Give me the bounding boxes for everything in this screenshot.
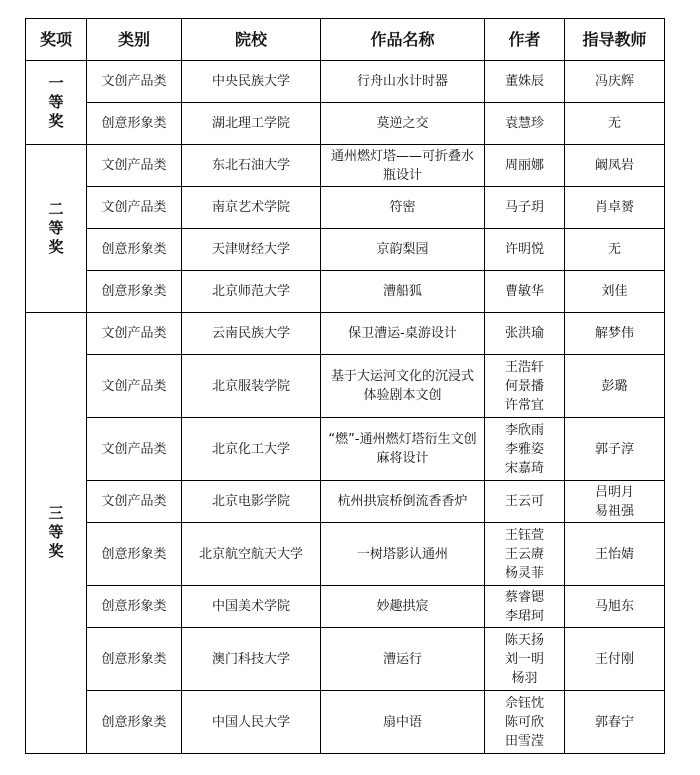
advisor-cell: 阚凤岩 xyxy=(565,145,665,187)
category-cell: 文创产品类 xyxy=(87,418,182,481)
category-cell: 创意形象类 xyxy=(87,628,182,691)
header-author: 作者 xyxy=(485,19,565,61)
category-cell: 文创产品类 xyxy=(87,61,182,103)
work-title-cell: 符密 xyxy=(321,187,485,229)
advisor-cell: 郭春宁 xyxy=(565,691,665,754)
prize-label: 一 等 奖 xyxy=(48,73,64,130)
work-title-cell: 杭州拱宸桥倒流香香炉 xyxy=(321,481,485,523)
school-cell: 中国美术学院 xyxy=(182,586,321,628)
table-row xyxy=(26,145,665,187)
category-cell: 创意形象类 xyxy=(87,586,182,628)
author-cell: 王云可 xyxy=(485,481,565,523)
work-title-cell: 通州燃灯塔——可折叠水瓶设计 xyxy=(321,145,485,187)
school-cell: 北京化工大学 xyxy=(182,418,321,481)
header-school: 院校 xyxy=(182,19,321,61)
awards-table xyxy=(25,18,665,754)
category-cell: 创意形象类 xyxy=(87,103,182,145)
header-prize: 奖项 xyxy=(26,19,87,61)
author-cell: 许明悦 xyxy=(485,229,565,271)
work-title-cell: 基于大运河文化的沉浸式体验剧本文创 xyxy=(321,355,485,418)
author-cell: 李欣雨 李雅姿 宋嘉琦 xyxy=(485,418,565,481)
author-cell: 袁慧珍 xyxy=(485,103,565,145)
work-title-cell: 京韵梨园 xyxy=(321,229,485,271)
table-row xyxy=(26,586,665,628)
table-row xyxy=(26,187,665,229)
table-row xyxy=(26,229,665,271)
work-title-cell: 一树塔影认通州 xyxy=(321,523,485,586)
author-cell: 董姝辰 xyxy=(485,61,565,103)
prize-label: 二 等 奖 xyxy=(48,199,64,256)
category-cell: 文创产品类 xyxy=(87,145,182,187)
work-title-cell: 漕运行 xyxy=(321,628,485,691)
work-title-cell: 莫逆之交 xyxy=(321,103,485,145)
author-cell: 马子玥 xyxy=(485,187,565,229)
school-cell: 中国人民大学 xyxy=(182,691,321,754)
advisor-cell: 郭子淳 xyxy=(565,418,665,481)
advisor-cell: 吕明月 易祖强 xyxy=(565,481,665,523)
advisor-cell: 王付刚 xyxy=(565,628,665,691)
advisor-cell: 无 xyxy=(565,229,665,271)
category-cell: 创意形象类 xyxy=(87,271,182,313)
table-row xyxy=(26,61,665,103)
school-cell: 澳门科技大学 xyxy=(182,628,321,691)
advisor-cell: 冯庆辉 xyxy=(565,61,665,103)
author-cell: 王钰萱 王云赓 杨灵菲 xyxy=(485,523,565,586)
table-row xyxy=(26,355,665,418)
table-row xyxy=(26,271,665,313)
school-cell: 南京艺术学院 xyxy=(182,187,321,229)
author-cell: 蔡睿锶 李珺珂 xyxy=(485,586,565,628)
school-cell: 湖北理工学院 xyxy=(182,103,321,145)
author-cell: 张洪瑜 xyxy=(485,313,565,355)
advisor-cell: 王怡婧 xyxy=(565,523,665,586)
header-advisor: 指导教师 xyxy=(565,19,665,61)
school-cell: 天津财经大学 xyxy=(182,229,321,271)
prize-label: 三 等 奖 xyxy=(48,504,64,560)
table-row xyxy=(26,481,665,523)
author-cell: 曹敏华 xyxy=(485,271,565,313)
category-cell: 创意形象类 xyxy=(87,229,182,271)
table-row xyxy=(26,418,665,481)
advisor-cell: 解梦伟 xyxy=(565,313,665,355)
work-title-cell: 妙趣拱宸 xyxy=(321,586,485,628)
table-row xyxy=(26,313,665,355)
category-cell: 文创产品类 xyxy=(87,313,182,355)
school-cell: 北京电影学院 xyxy=(182,481,321,523)
advisor-cell: 肖卓赟 xyxy=(565,187,665,229)
category-cell: 创意形象类 xyxy=(87,523,182,586)
advisor-cell: 无 xyxy=(565,103,665,145)
work-title-cell: 行舟山水计时器 xyxy=(321,61,485,103)
category-cell: 文创产品类 xyxy=(87,481,182,523)
work-title-cell: 保卫漕运-桌游设计 xyxy=(321,313,485,355)
table-row xyxy=(26,691,665,754)
advisor-cell: 彭璐 xyxy=(565,355,665,418)
school-cell: 云南民族大学 xyxy=(182,313,321,355)
author-cell: 陈天扬 刘一明 杨羽 xyxy=(485,628,565,691)
header-row xyxy=(26,19,665,61)
table-row xyxy=(26,523,665,586)
advisor-cell: 马旭东 xyxy=(565,586,665,628)
school-cell: 北京师范大学 xyxy=(182,271,321,313)
school-cell: 北京服装学院 xyxy=(182,355,321,418)
header-category: 类别 xyxy=(87,19,182,61)
author-cell: 王浩轩 何景播 许常宜 xyxy=(485,355,565,418)
table-row xyxy=(26,103,665,145)
school-cell: 东北石油大学 xyxy=(182,145,321,187)
school-cell: 北京航空航天大学 xyxy=(182,523,321,586)
prize-first xyxy=(26,61,87,145)
category-cell: 文创产品类 xyxy=(87,355,182,418)
table-row xyxy=(26,628,665,691)
author-cell: 佘钰忱 陈可欣 田雪滢 xyxy=(485,691,565,754)
prize-second xyxy=(26,145,87,313)
work-title-cell: “燃”-通州燃灯塔衍生文创麻将设计 xyxy=(321,418,485,481)
school-cell: 中央民族大学 xyxy=(182,61,321,103)
work-title-cell: 漕船狐 xyxy=(321,271,485,313)
category-cell: 创意形象类 xyxy=(87,691,182,754)
author-cell: 周丽娜 xyxy=(485,145,565,187)
work-title-cell: 扇中语 xyxy=(321,691,485,754)
category-cell: 文创产品类 xyxy=(87,187,182,229)
header-work-title: 作品名称 xyxy=(321,19,485,61)
advisor-cell: 刘佳 xyxy=(565,271,665,313)
prize-third xyxy=(26,313,87,754)
